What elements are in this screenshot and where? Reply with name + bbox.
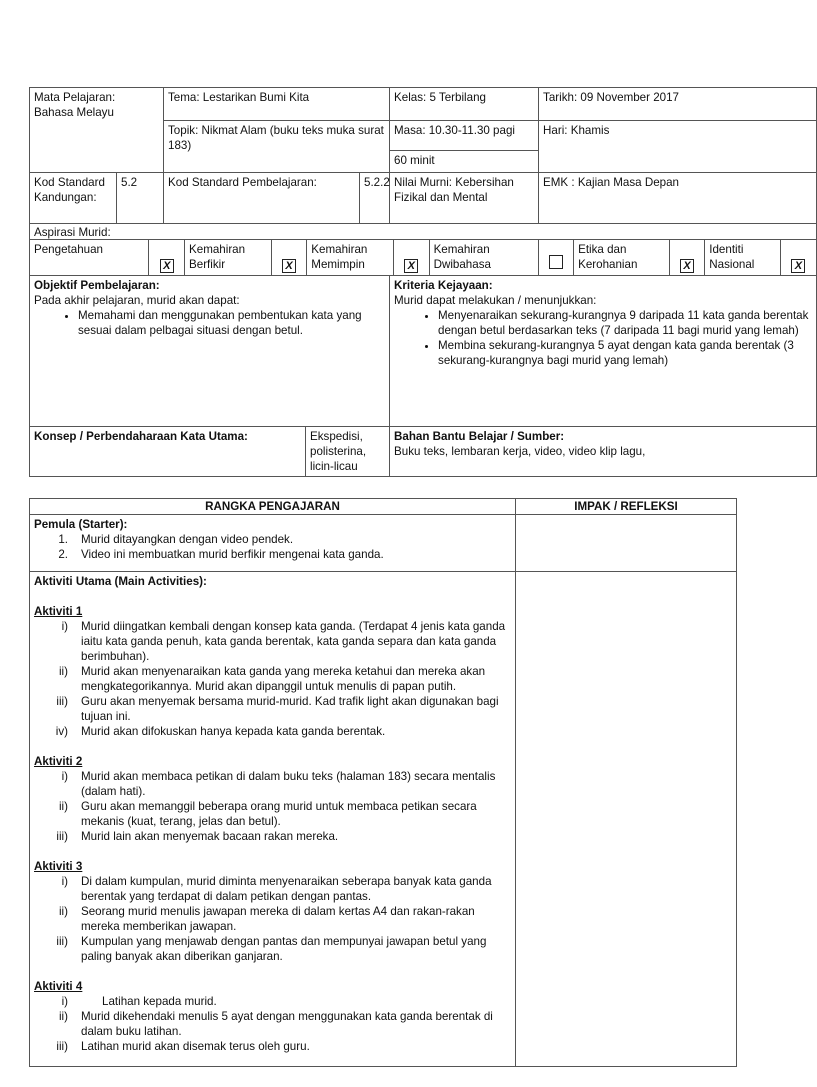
- lesson-info-table: [29, 87, 817, 477]
- criteria-item: • Membina sekurang-kurangnya 5 ayat dengan kata ganda berentak (3 sekurang-kurangnya bagi murid yang lemah): [438, 338, 812, 368]
- vocabulary-title: Konsep / Perbendaharaan Kata Utama:: [30, 427, 306, 477]
- activity-item: ii) Murid dikehendaki menulis 5 ayat dengan menggunakan kata ganda berentak di dalam buku latihan.: [58, 1010, 493, 1038]
- aspiration-label-knowledge: Pengetahuan: [30, 240, 149, 275]
- activity-4-title: Aktiviti 4: [34, 980, 83, 993]
- objective-item: • Memahami dan menggunakan pembentukan kata yang sesuai dalam pelbagai situasi dengan betul.: [78, 308, 385, 338]
- objectives-title: Objektif Pembelajaran:: [34, 279, 160, 292]
- time: Masa: 10.30-11.30 pagi: [390, 121, 539, 151]
- activity-item: iii) Kumpulan yang menjawab dengan pantas dan mempunyai jawapan betul yang paling banyak akan diberikan ganjaran.: [56, 935, 487, 963]
- subject-label: Mata Pelajaran:: [34, 91, 116, 104]
- plan-header-right: IMPAK / REFLEKSI: [516, 499, 737, 515]
- starter-title: Pemula (Starter):: [34, 518, 128, 531]
- starter-item: 1. Murid ditayangkan dengan video pendek.: [58, 533, 294, 546]
- starter-reflection: [516, 515, 737, 572]
- main-activities-section: [30, 572, 516, 1067]
- activity-item: i) Murid akan membaca petikan di dalam buku teks (halaman 183) secara mentalis (dalam hati).: [61, 770, 496, 798]
- vocabulary-value: Ekspedisi, polisterina, licin-licau: [306, 427, 390, 477]
- aspiration-label-identity: Identiti Nasional: [705, 240, 781, 275]
- plan-header-left: RANGKA PENGAJARAN: [30, 499, 516, 515]
- objectives-intro: Pada akhir pelajaran, murid akan dapat:: [34, 294, 240, 307]
- aspirations-title: Aspirasi Murid:: [34, 226, 111, 239]
- activity-item: i) Murid diingatkan kembali dengan konsep kata ganda. (Terdapat 4 jenis kata ganda iaitu kata ganda penuh, kata ganda berentak, kata ganda separa dan kata ganda berimbuhan).: [61, 620, 506, 663]
- activity-item: iii) Murid lain akan menyemak bacaan rakan mereka.: [56, 830, 339, 843]
- date: Tarikh: 09 November 2017: [539, 88, 817, 121]
- activity-item: i) Latihan kepada murid.: [61, 995, 217, 1008]
- activity-1-title: Aktiviti 1: [34, 605, 83, 618]
- class: Kelas: 5 Terbilang: [390, 88, 539, 121]
- activity-item: ii) Seorang murid menulis jawapan mereka di dalam kertas A4 dan rakan-rakan mereka memberikan jawapan.: [58, 905, 475, 933]
- aspiration-label-bilingual: Kemahiran Dwibahasa: [429, 240, 538, 275]
- criteria-item: • Menyenaraikan sekurang-kurangnya 9 daripada 11 kata ganda berentak dengan betul berdasarkan teks (7 daripada 11 bagi murid yang lemah): [438, 308, 812, 338]
- subject-cell: [30, 88, 164, 173]
- starter-section: [30, 515, 516, 572]
- activity-item: i) Di dalam kumpulan, murid diminta menyenaraikan seberapa banyak kata ganda berentak yang terdapat di dalam petikan dengan pantas.: [61, 875, 492, 903]
- student-aspirations: [30, 224, 817, 276]
- materials-value: Buku teks, lembaran kerja, video, video klip lagu,: [394, 445, 646, 458]
- activity-item: ii) Murid akan menyenaraikan kata ganda yang mereka ketahui dan mereka akan mengkategorikannya. Murid akan dipanggil untuk menulis di papan putih.: [58, 665, 486, 693]
- aspiration-check-knowledge[interactable]: X: [149, 240, 185, 275]
- topic: Topik: Nikmat Alam (buku teks muka surat 183): [164, 121, 390, 173]
- activity-item: ii) Guru akan memanggil beberapa orang murid untuk membaca petikan secara mekanis (kuat, terang, jelas dan betul).: [58, 800, 477, 828]
- emk: EMK : Kajian Masa Depan: [539, 173, 817, 224]
- main-activities-reflection: [516, 572, 737, 1067]
- success-criteria: [390, 276, 817, 427]
- aspiration-check-ethics[interactable]: X: [669, 240, 705, 275]
- aspiration-label-thinking: Kemahiran Berfikir: [185, 240, 272, 275]
- aspiration-check-leadership[interactable]: X: [394, 240, 430, 275]
- learning-objectives: [30, 276, 390, 427]
- content-standard-value: 5.2: [117, 173, 164, 224]
- learning-standard-label: Kod Standard Pembelajaran:: [164, 173, 360, 224]
- activity-item: iii) Guru akan menyemak bersama murid-murid. Kad trafik light akan digunakan bagi tujuan ini.: [56, 695, 499, 723]
- activity-item: iv) Murid akan difokuskan hanya kepada kata ganda berentak.: [55, 725, 386, 738]
- day: Hari: Khamis: [539, 121, 817, 173]
- duration: 60 minit: [390, 151, 539, 173]
- moral-values: Nilai Murni: Kebersihan Fizikal dan Mental: [390, 173, 539, 224]
- activity-3-title: Aktiviti 3: [34, 860, 83, 873]
- main-activities-title: Aktiviti Utama (Main Activities):: [34, 575, 207, 588]
- starter-item: 2. Video ini membuatkan murid berfikir mengenai kata ganda.: [58, 548, 384, 561]
- content-standard-label: Kod Standard Kandungan:: [30, 173, 117, 224]
- subject-value: Bahasa Melayu: [34, 106, 114, 119]
- criteria-intro: Murid dapat melakukan / menunjukkan:: [394, 294, 597, 307]
- activity-item: iii) Latihan murid akan disemak terus oleh guru.: [56, 1040, 310, 1053]
- criteria-title: Kriteria Kejayaan:: [394, 279, 493, 292]
- aspiration-label-leadership: Kemahiran Memimpin: [307, 240, 394, 275]
- theme: Tema: Lestarikan Bumi Kita: [164, 88, 390, 121]
- aspiration-check-identity[interactable]: X: [780, 240, 816, 275]
- aspiration-label-ethics: Etika dan Kerohanian: [574, 240, 670, 275]
- materials-title: Bahan Bantu Belajar / Sumber:: [394, 430, 565, 443]
- teaching-materials: [390, 427, 817, 477]
- learning-standard-value: 5.2.2: [360, 173, 390, 224]
- aspiration-check-bilingual[interactable]: [538, 240, 574, 275]
- aspiration-check-thinking[interactable]: X: [271, 240, 307, 275]
- activity-2-title: Aktiviti 2: [34, 755, 83, 768]
- lesson-plan-table: [29, 498, 737, 1067]
